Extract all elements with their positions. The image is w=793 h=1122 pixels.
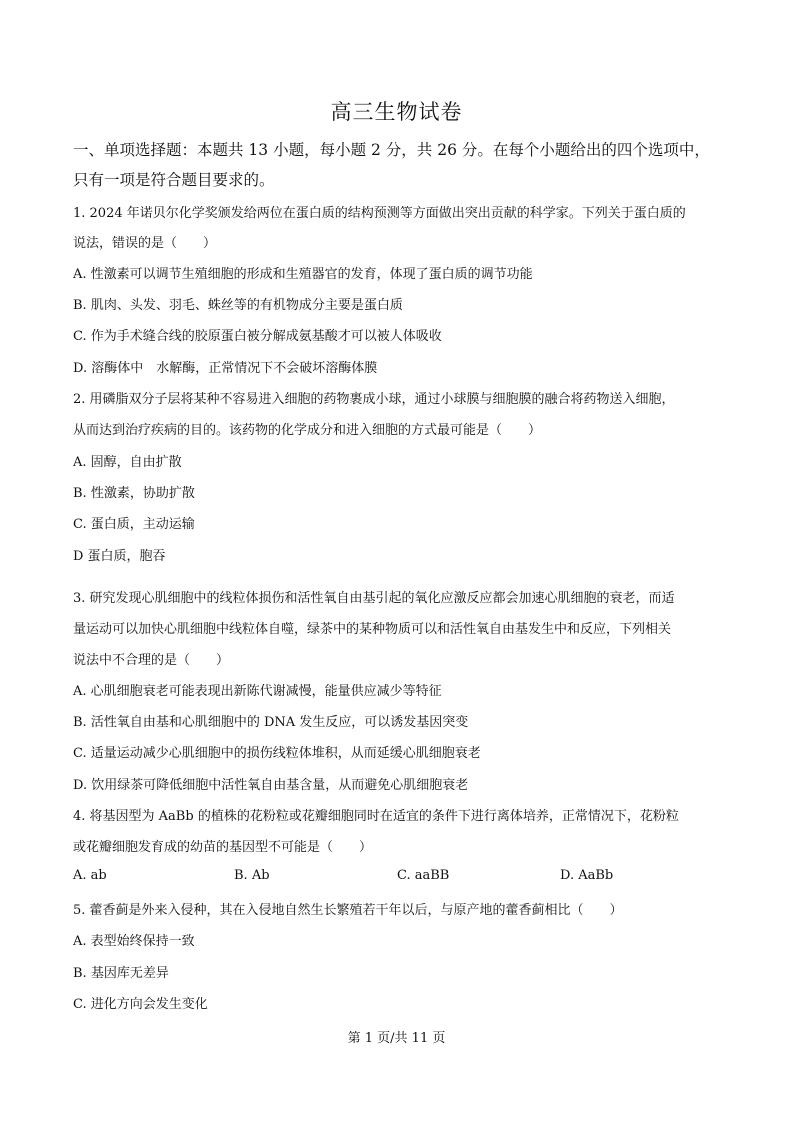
question-4-option-b: B. Ab <box>234 868 270 883</box>
question-1-stem-line-1: 1. 2024 年诺贝尔化学奖颁发给两位在蛋白质的结构预测等方面做出突出贡献的科学家。下列关于蛋白质的 <box>73 206 686 221</box>
question-3-option-a: A. 心肌细胞衰老可能表现出新陈代谢减慢，能量供应减少等特征 <box>73 684 442 699</box>
question-2-option-c: C. 蛋白质，主动运输 <box>73 517 195 532</box>
page-title: 高三生物试卷 <box>330 100 463 124</box>
question-3-stem-line-1: 3. 研究发现心肌细胞中的线粒体损伤和活性氧自由基引起的氧化应激反应都会加速心肌细胞的衰老，而适 <box>73 591 675 606</box>
question-3-option-c: C. 适量运动减少心肌细胞中的损伤线粒体堆积，从而延缓心肌细胞衰老 <box>73 746 481 761</box>
question-4-option-d: D. AaBb <box>560 868 614 883</box>
question-5-option-b: B. 基因库无差异 <box>73 966 169 981</box>
question-1-stem-line-2: 说法，错误的是（ ） <box>73 236 217 251</box>
page-footer: 第 1 页/共 11 页 <box>347 1031 446 1046</box>
question-5-option-c: C. 进化方向会发生变化 <box>73 997 208 1012</box>
question-3-option-b: B. 活性氧自由基和心肌细胞中的 DNA 发生反应，可以诱发基因突变 <box>73 715 469 730</box>
question-2-stem-line-2: 从而达到治疗疾病的目的。该药物的化学成分和进入细胞的方式最可能是（ ） <box>73 423 542 438</box>
question-2-option-a: A. 固醇，自由扩散 <box>73 455 182 470</box>
question-4-option-c: C. aaBB <box>397 868 450 883</box>
question-1-option-b: B. 肌肉、头发、羽毛、蛛丝等的有机物成分主要是蛋白质 <box>73 298 403 313</box>
question-4-stem-line-1: 4. 将基因型为 AaBb 的植株的花粉粒或花瓣细胞同时在适宜的条件下进行离体培养，正常情况下，花粉粒 <box>73 809 679 824</box>
question-1-option-c: C. 作为手术缝合线的胶原蛋白被分解成氨基酸才可以被人体吸收 <box>73 329 442 344</box>
section-instruction-line-2: 只有一项是符合题目要求的。 <box>73 171 275 189</box>
question-1-option-a: A. 性激素可以调节生殖细胞的形成和生殖器官的发育，体现了蛋白质的调节功能 <box>73 267 533 282</box>
question-2-option-b: B. 性激素，协助扩散 <box>73 486 195 501</box>
question-4-option-a: A. ab <box>73 868 107 883</box>
question-5-stem-line-1: 5. 藿香蓟是外来入侵种，其在入侵地自然生长繁殖若干年以后，与原产地的藿香蓟相比（ ） <box>73 903 623 918</box>
question-3-option-d: D. 饮用绿茶可降低细胞中活性氧自由基含量，从而避免心肌细胞衰老 <box>73 778 469 793</box>
section-instruction-line-1: 一、单项选择题：本题共 13 小题，每小题 2 分，共 26 分。在每个小题给出的四个选项中， <box>73 141 710 159</box>
question-2-option-d: D 蛋白质，胞吞 <box>73 549 166 564</box>
question-5-option-a: A. 表型始终保持一致 <box>73 934 195 949</box>
question-2-stem-line-1: 2. 用磷脂双分子层将某种不容易进入细胞的药物裹成小球，通过小球膜与细胞膜的融合将药物送入细胞， <box>73 392 675 407</box>
question-3-stem-line-3: 说法中不合理的是（ ） <box>73 653 230 668</box>
question-1-option-d: D. 溶酶体中 水解酶，正常情况下不会破坏溶酶体膜 <box>73 361 378 376</box>
question-4-stem-line-2: 或花瓣细胞发育成的幼苗的基因型不可能是（ ） <box>73 840 373 855</box>
question-3-stem-line-2: 量运动可以加快心肌细胞中线粒体自噬，绿茶中的某种物质可以和活性氧自由基发生中和反应，下列相关 <box>73 622 672 637</box>
